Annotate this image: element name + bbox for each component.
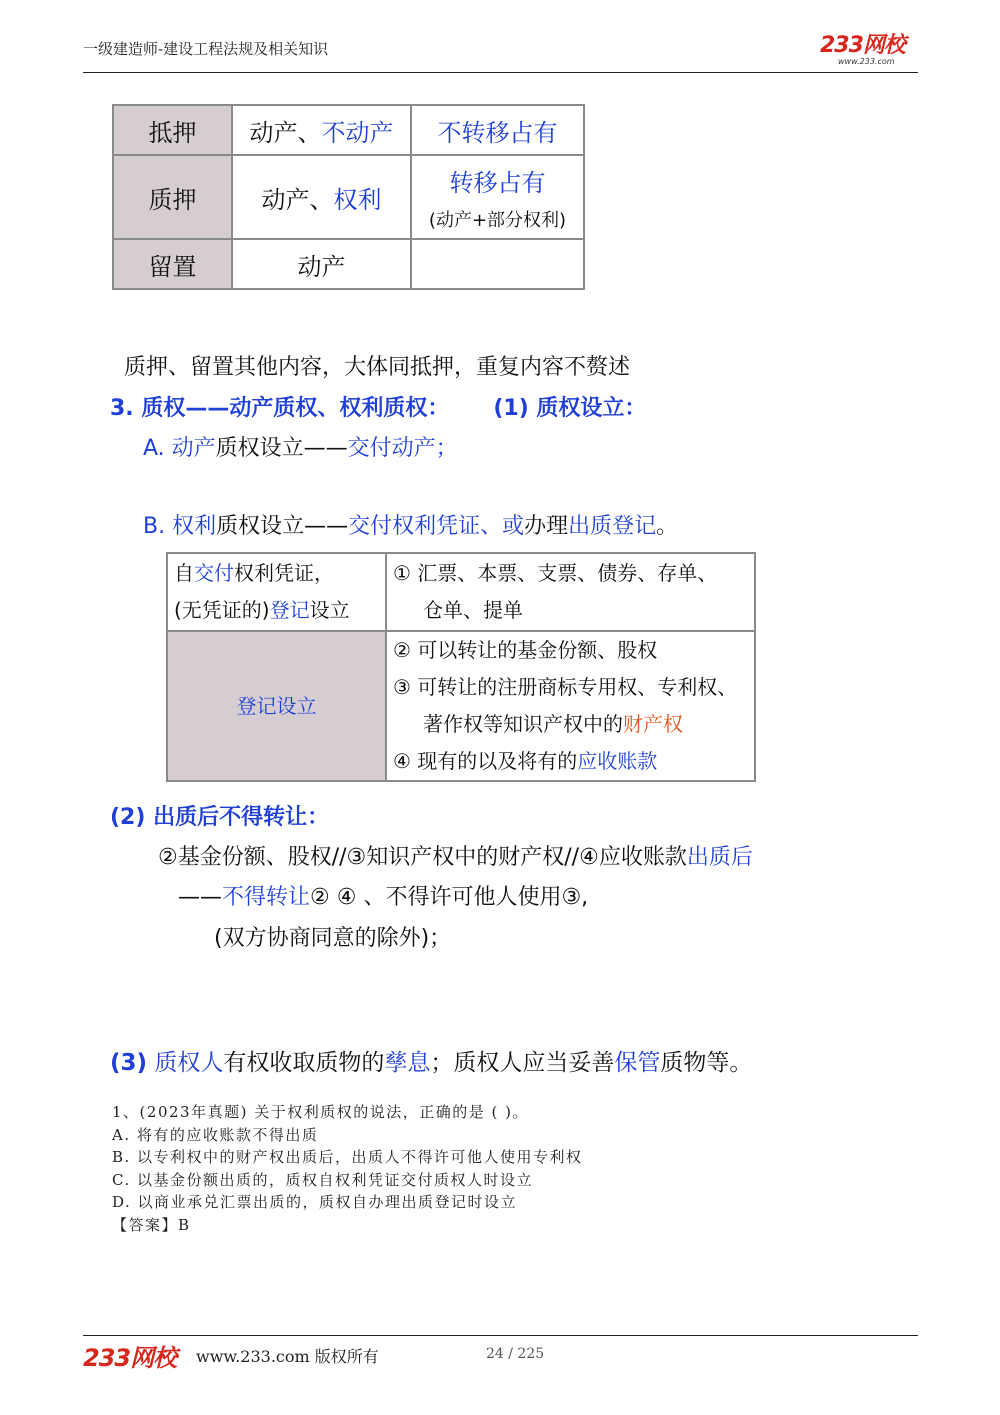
possession-cell <box>411 105 584 155</box>
establishment-cell <box>167 553 386 631</box>
possession-text: 转移占有 <box>449 168 546 197</box>
footer-copyright: www.233.com 版权所有 <box>196 1347 379 1366</box>
row-label: 留置 <box>113 239 232 289</box>
text-part: 保管 <box>614 1050 661 1076</box>
text-part: 著作权等知识产权中的 <box>423 712 623 736</box>
row-label: 抵押 <box>113 105 232 155</box>
table-row <box>167 553 755 631</box>
list-item: ③ 可转让的注册商标专用权、专利权、 <box>393 675 738 699</box>
list-item <box>393 706 754 743</box>
text-part: 交付权利凭证、或 <box>348 514 525 539</box>
text-part: 登记 <box>269 598 310 622</box>
possession-note: (动产+部分权利) <box>428 209 567 231</box>
rights-pledge-table <box>166 552 756 782</box>
possession-cell <box>411 155 584 239</box>
text-part: (3) <box>110 1050 148 1076</box>
text-part: 出质登记 <box>568 514 657 539</box>
object-cell <box>232 239 411 289</box>
text-part: 办理 <box>524 514 569 539</box>
footer-logo: 233网校 <box>83 1344 177 1372</box>
question-option: D. 以商业承兑汇票出质的，质权自办理出质登记时设立 <box>112 1193 518 1211</box>
row-label: 质押 <box>113 155 232 239</box>
list-item: 仓单、提单 <box>423 598 523 622</box>
table-row <box>167 631 755 781</box>
question-stem: 1、(2023年真题) 关于权利质权的说法，正确的是 ( )。 <box>112 1103 529 1121</box>
text-part: 设立 <box>309 598 350 622</box>
question-option: B. 以专利权中的财产权出质后，出质人不得许可他人使用专利权 <box>112 1148 583 1166</box>
question-answer: 【答案】B <box>112 1216 191 1234</box>
section-heading-part: 3. 质权——动产质权、权利质权： <box>110 396 450 421</box>
text-part: 不得转让 <box>222 885 311 910</box>
text-part: B. 权利 <box>143 514 217 539</box>
list-item <box>393 743 754 780</box>
object-highlight: 不动产 <box>321 118 394 147</box>
header-title: 一级建造师-建设工程法规及相关知识 <box>83 40 329 58</box>
question-option: A. 将有的应收账款不得出质 <box>112 1126 319 1144</box>
text-part: ② ④ 、不得许可他人使用③, <box>310 885 589 910</box>
object-cell <box>232 105 411 155</box>
list-item: ① 汇票、本票、支票、债券、存单、 <box>393 561 718 585</box>
rights-pledge-line <box>143 509 678 540</box>
section-heading <box>110 391 646 422</box>
paragraph-line <box>158 840 753 871</box>
object-cell <box>232 155 411 239</box>
text-part: 孳息 <box>384 1050 431 1076</box>
subsection-heading: (2) 出质后不得转让： <box>110 805 330 830</box>
text-part: 自 <box>174 561 194 585</box>
object-text: 动产 <box>297 252 346 281</box>
paragraph-line <box>178 880 588 911</box>
text-part: 质权设立—— <box>215 436 348 461</box>
page-number: 24 / 225 <box>486 1346 545 1362</box>
possession-text: 不转移占有 <box>437 118 558 147</box>
rights-list-cell <box>386 631 755 781</box>
text-part: 交付动产； <box>347 436 458 461</box>
security-comparison-table <box>112 104 585 290</box>
text-part: 财产权 <box>623 712 683 736</box>
table-row <box>113 239 584 289</box>
table-row <box>113 105 584 155</box>
text-part: 。 <box>656 514 679 539</box>
text-part: 质权人 <box>154 1050 224 1076</box>
rights-list-cell <box>386 553 755 631</box>
list-item: ② 可以转让的基金份额、股权 <box>393 638 658 662</box>
text-part: 质物等。 <box>660 1050 753 1076</box>
table-row <box>113 155 584 239</box>
text-part: 登记设立 <box>236 693 317 718</box>
text-part: 出质后 <box>686 845 753 870</box>
text-part: 交付 <box>194 561 234 585</box>
text-part: ②基金份额、股权//③知识产权中的财产权//④应收账款 <box>158 845 687 870</box>
text-part: A. 动产 <box>143 436 216 461</box>
subsection-heading: (1) 质权设立： <box>493 396 647 421</box>
text-part: 应收账款 <box>577 749 658 773</box>
possession-cell <box>411 239 584 289</box>
object-text: 动产、 <box>249 118 322 147</box>
movable-pledge-line <box>143 431 458 462</box>
text-part: (无凭证的) <box>174 598 270 622</box>
header-divider <box>83 72 918 73</box>
brand-logo <box>820 28 920 66</box>
text-part: ④ 现有的以及将有的 <box>393 749 578 773</box>
intro-line: 质押、留置其他内容，大体同抵押，重复内容不赘述 <box>124 355 631 380</box>
text-part: 质权设立—— <box>216 514 349 539</box>
object-text: 动产、 <box>261 185 334 214</box>
establishment-cell <box>167 631 386 781</box>
question-option: C. 以基金份额出质的，质权自权利凭证交付质权人时设立 <box>112 1171 533 1189</box>
text-part: ；质权人应当妥善 <box>430 1050 615 1076</box>
text-part: —— <box>178 885 222 910</box>
brand-logo-url: www.233.com <box>838 57 895 66</box>
text-part: 权利凭证， <box>234 561 334 585</box>
text-part: 有权收取质物的 <box>223 1050 385 1076</box>
paragraph-line: (双方协商同意的除外)； <box>214 926 452 951</box>
object-highlight: 权利 <box>333 185 382 214</box>
footer-divider <box>83 1335 918 1336</box>
brand-logo-text: 233网校 <box>820 33 905 58</box>
subsection-heading <box>110 1044 752 1077</box>
